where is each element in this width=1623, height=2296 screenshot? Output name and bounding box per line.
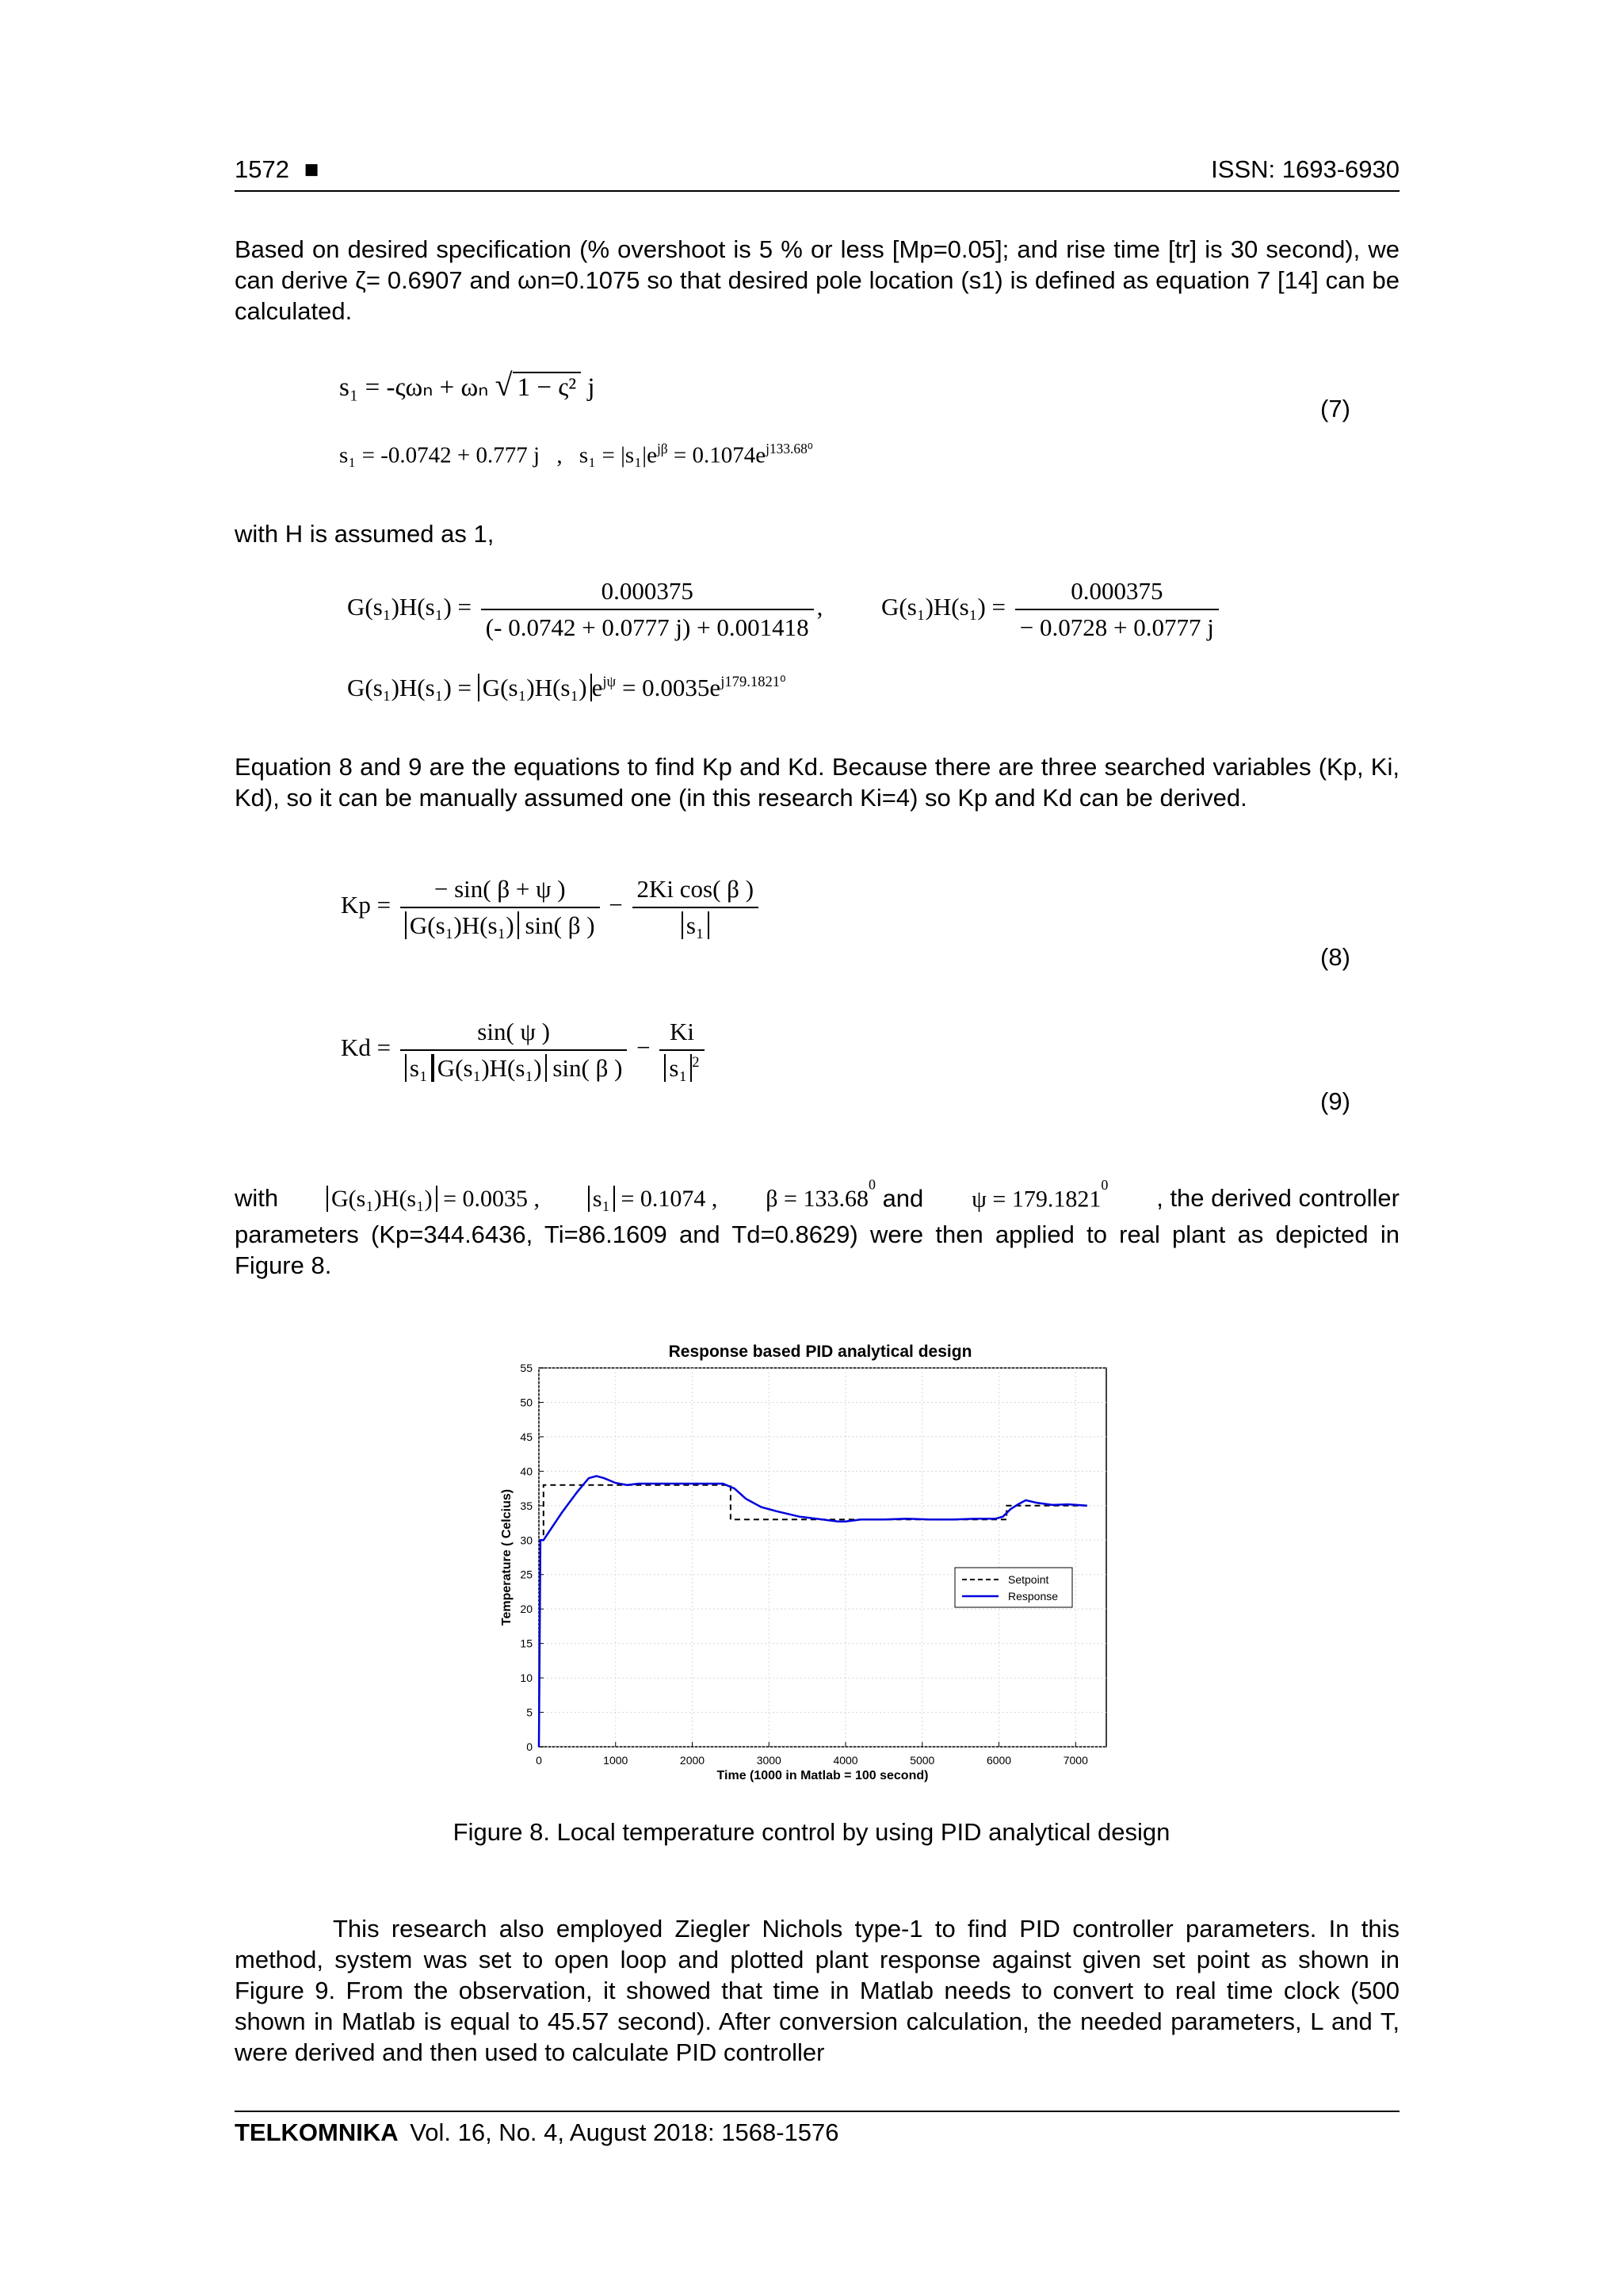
p4-gh-value: = 0.0035 , (437, 1186, 540, 1213)
x-tick-label: 3000 (756, 1754, 781, 1767)
paragraph-derived-params (235, 1170, 1400, 1281)
gh-lhs: G(s₁)H(s₁) = (347, 593, 472, 621)
legend-response-label: Response (1008, 1590, 1059, 1603)
p4-s1-value: = 0.1074 , (614, 1186, 718, 1213)
eq7-polar-value: = 0.1074e (667, 442, 766, 468)
eq8-den2: s₁ (682, 911, 709, 939)
y-tick-label: 35 (520, 1499, 533, 1512)
gh3-value: = 0.0035e (616, 674, 721, 702)
eq7-s1-polar: s₁ = |s₁|e (579, 442, 657, 468)
y-axis-label: Temperature ( Celcius) (500, 1488, 514, 1626)
gh3-exp: jψ (602, 674, 617, 690)
gh3-magnitude: G(s₁)H(s₁) (478, 674, 592, 701)
paragraph-intro-text: Based on desired specification (% overshoot is 5 % or less [Mp=0.05]; and rise time [tr] is 30 second), we can derive ζ= 0.6907 and ωn=0.1075 so that desired pole location (s1) is defined as equation 7 [14] can be calculated. (235, 235, 1400, 325)
header-rule (235, 190, 1400, 192)
eq7-lhs: s₁ = -ςωₙ + ωₙ (339, 373, 489, 402)
gh-lhs2: G(s₁)H(s₁) = (881, 593, 1006, 621)
gh-num2: 0.000375 (1071, 577, 1163, 605)
eq7-j: j (587, 373, 595, 402)
figure-8-chart (491, 1331, 1109, 1791)
y-tick-label: 10 (520, 1671, 533, 1685)
paragraph-intro (235, 234, 1400, 327)
y-tick-label: 20 (520, 1603, 533, 1616)
square-marker-icon: ■ (304, 155, 319, 183)
x-tick-label: 2000 (679, 1754, 705, 1767)
equation-9-number: (9) (1320, 1087, 1350, 1115)
p4-beta: β = 133.68 (766, 1186, 869, 1213)
gh-equation-2 (881, 577, 1222, 642)
eq7-sep: , (556, 442, 563, 468)
eq9-den1a: s₁ (405, 1054, 433, 1082)
eq7-exp: jβ (656, 441, 668, 457)
equation-9 (341, 1018, 708, 1083)
p4-and: and (875, 1184, 924, 1213)
eq8-minus: − (609, 891, 623, 919)
x-tick-label: 0 (536, 1754, 542, 1767)
footer-rule (235, 2111, 1400, 2112)
eq8-den1: G(s₁)H(s₁) (405, 911, 519, 939)
eq8-den1b: sin( β ) (518, 911, 595, 939)
eq7-sqrt: 1 − ς² (513, 372, 582, 402)
y-tick-label: 25 (520, 1568, 533, 1581)
eq9-minus: − (636, 1033, 651, 1062)
paragraph-ziegler-nichols: This research also employed Ziegler Nichols type-1 to find PID controller parameters. In this method, system was set to open loop and plotted plant response against given set point as shown in Figure 9. From the observation, it showed that time in Matlab needs to convert to real time clock (500 shown in Matlab is equal to 45.57 second). After conversion calculation, the needed parameters, L and T, were derived and then used to calculate PID controller (235, 1915, 1400, 2066)
gh-equation-1 (347, 577, 823, 642)
p4-gh-magnitude: G(s₁)H(s₁) (327, 1186, 437, 1212)
eq9-lhs: Kd = (341, 1033, 391, 1062)
equation-7-number: (7) (1320, 395, 1350, 422)
gh-sep: , (816, 593, 823, 621)
chart-legend (955, 1568, 1072, 1607)
y-tick-label: 15 (520, 1637, 533, 1650)
figure-8-caption: Figure 8. Local temperature control by using PID analytical design (453, 1818, 1170, 1846)
gh-num1: 0.000375 (601, 577, 693, 605)
eq8-num1: − sin( β + ψ ) (433, 875, 566, 903)
x-tick-label: 4000 (833, 1754, 858, 1767)
gh3-lhs: G(s₁)H(s₁) = (347, 674, 472, 702)
eq7-angle: j133.68⁰ (766, 441, 813, 457)
y-tick-label: 30 (520, 1534, 533, 1547)
legend-setpoint-label: Setpoint (1008, 1573, 1049, 1586)
plot-frame (539, 1368, 1106, 1747)
page-number: 1572 (235, 155, 289, 183)
footer-journal: TELKOMNIKA (235, 2118, 399, 2146)
p4-with: with (235, 1184, 279, 1213)
equation-7-line1: s₁ = -ςωₙ + ωₙ √ 1 − ς² j (339, 367, 595, 403)
gh3-e: e (591, 674, 603, 702)
x-tick-label: 1000 (603, 1754, 628, 1767)
chart-title: Response based PID analytical design (668, 1343, 972, 1361)
page-number-header (235, 155, 319, 184)
eq9-den2: s₁ (664, 1054, 692, 1082)
eq9-num1: sin( ψ ) (477, 1018, 551, 1046)
x-tick-label: 5000 (910, 1754, 935, 1767)
equation-7-line2 (339, 441, 813, 469)
p4-rest: , the derived controller (1156, 1184, 1400, 1213)
footer-citation (235, 2118, 838, 2147)
gh3-angle: j179.1821⁰ (720, 674, 786, 690)
eq8-num2: 2Ki cos( β ) (636, 875, 754, 903)
eq9-den1b: G(s₁)H(s₁) (433, 1054, 547, 1082)
gh-den2: − 0.0728 + 0.0777 j (1015, 609, 1219, 642)
p4-line2: parameters (Kp=344.6436, Ti=86.1609 and Td=0.8629) were then applied to real plant as depicted in Figure 8. (235, 1221, 1400, 1280)
p4-s1-magnitude: s₁ (588, 1186, 615, 1212)
eq9-num2: Ki (669, 1018, 694, 1045)
eq9-exp: 2 (692, 1054, 700, 1071)
gh-den1: (- 0.0742 + 0.0777 j) + 0.001418 (481, 609, 814, 642)
eq8-lhs: Kp = (341, 891, 391, 919)
x-axis-label: Time (1000 in Matlab = 100 second) (716, 1769, 929, 1782)
x-tick-label: 6000 (986, 1754, 1012, 1767)
y-tick-label: 45 (520, 1430, 533, 1443)
issn-label: ISSN: 1693-6930 (1211, 155, 1400, 183)
y-tick-label: 5 (526, 1706, 533, 1719)
x-tick-label: 7000 (1063, 1754, 1088, 1767)
p4-psi: ψ = 179.1821 (972, 1186, 1102, 1213)
footer-details: Vol. 16, No. 4, August 2018: 1568-1576 (410, 2118, 839, 2146)
eq9-den1c: sin( β ) (546, 1054, 623, 1083)
y-tick-label: 50 (520, 1396, 533, 1409)
eq7-s1-rect: s₁ = -0.0742 + 0.777 j (339, 442, 540, 468)
y-tick-label: 40 (520, 1465, 533, 1478)
paragraph-kp-kd: Equation 8 and 9 are the equations to find Kp and Kd. Because there are three searched variables (Kp, Ki, Kd), so it can be manually assumed one (in this research Ki=4) so Kp and Kd can be derived. (235, 753, 1400, 812)
y-tick-label: 55 (520, 1362, 533, 1374)
equation-8 (341, 875, 762, 940)
equation-8-number: (8) (1320, 943, 1350, 971)
y-tick-label: 0 (526, 1740, 533, 1753)
paragraph-h-assumption: with H is assumed as 1, (235, 520, 495, 548)
p4-psi-exp: 0 (1101, 1177, 1109, 1193)
gh-equation-3 (347, 674, 786, 702)
p4-beta-exp: 0 (868, 1177, 876, 1193)
